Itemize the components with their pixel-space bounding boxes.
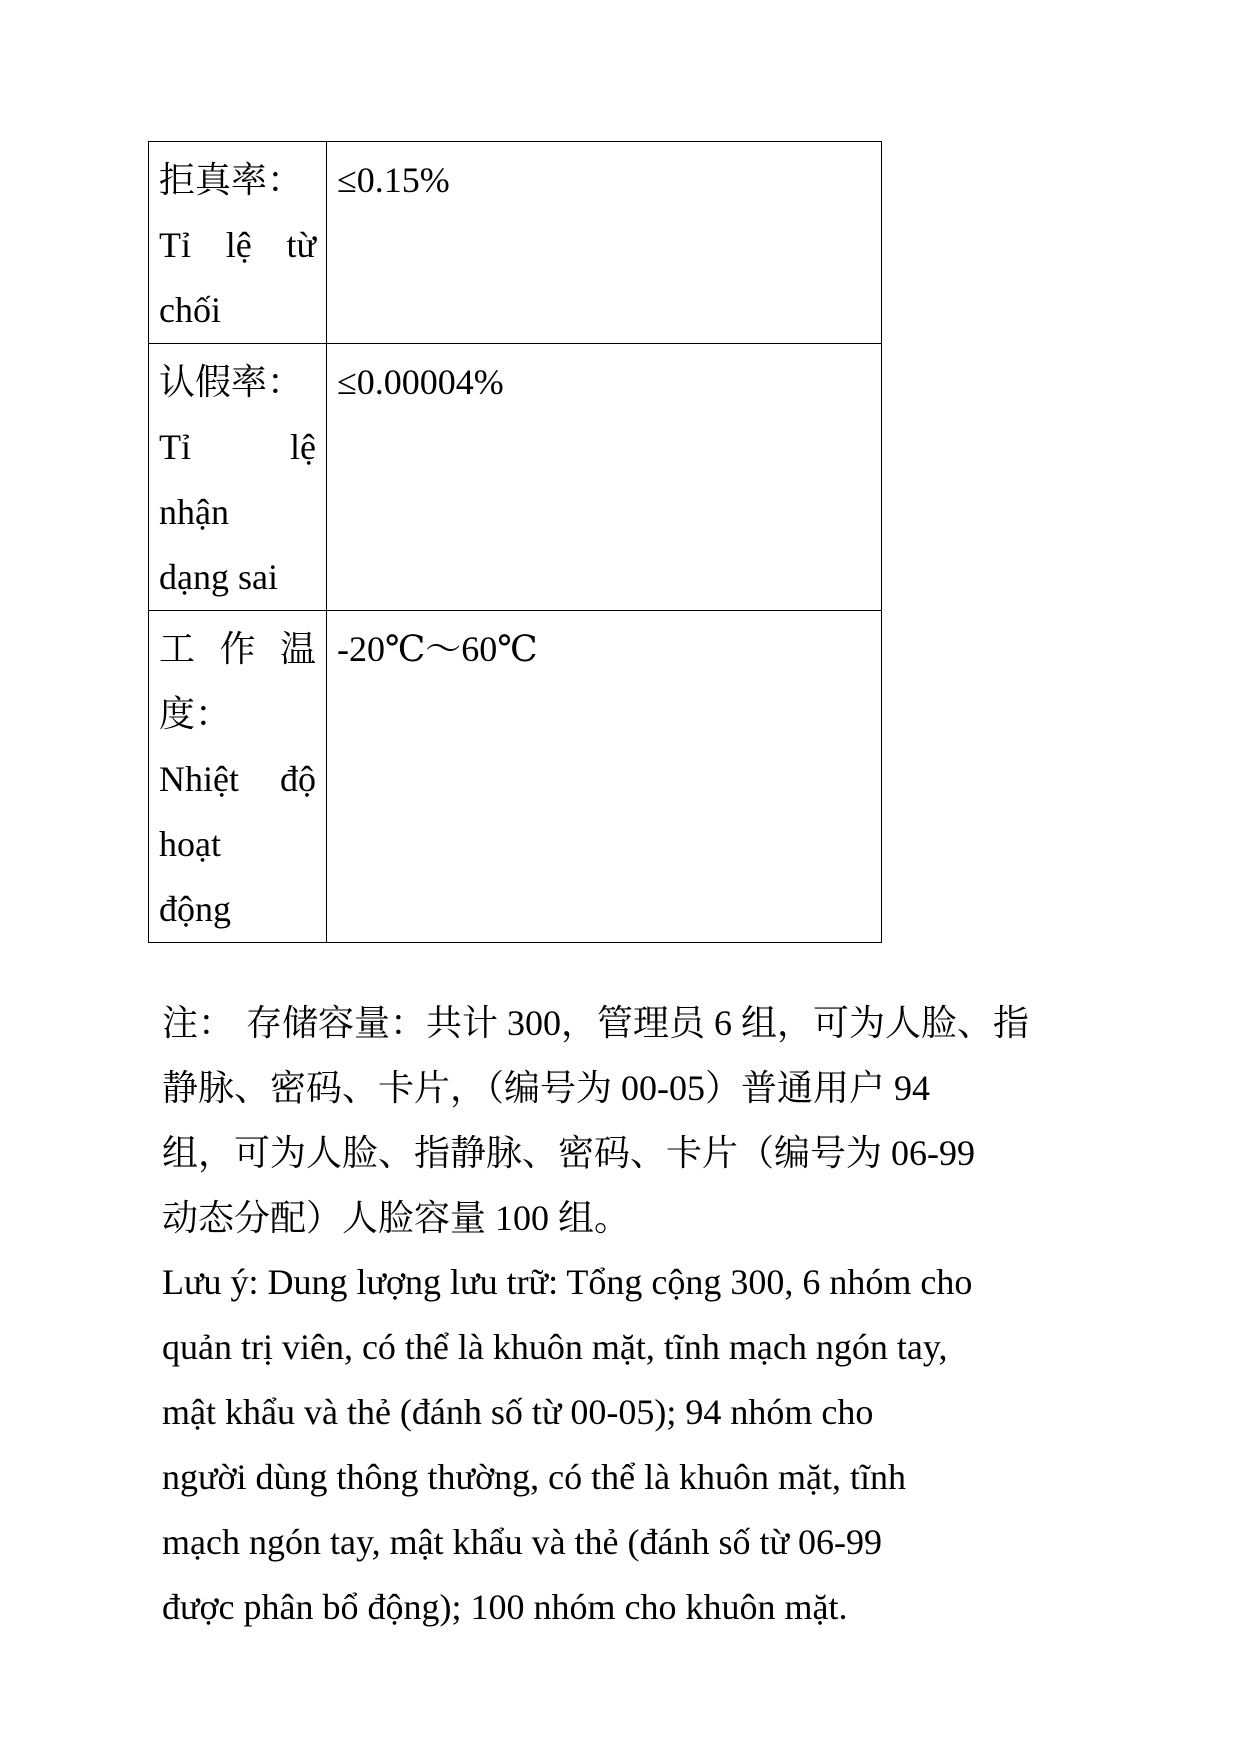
spec-row-false-acceptance-rate [149, 344, 882, 611]
note-chinese [162, 991, 1162, 1251]
spec-value-cell: ≤0.15% [327, 142, 882, 344]
note-line: mạch ngón tay, mật khẩu và thẻ (đánh số từ 06-99 [162, 1522, 882, 1562]
spec-label-line: 认假率： [159, 362, 304, 402]
note-line: mật khẩu và thẻ (đánh số từ 00-05); 94 nhóm cho [162, 1392, 874, 1432]
note-line: quản trị viên, có thể là khuôn mặt, tĩnh mạch ngón tay, [162, 1327, 948, 1367]
spec-value-cell: ≤0.00004% [327, 344, 882, 611]
note-vietnamese-body [162, 1250, 1162, 1640]
spec-label-cell [149, 142, 327, 344]
spec-label-line: dạng sai [159, 557, 278, 597]
spec-label-line: 拒真率： [159, 160, 304, 200]
spec-row-operating-temperature [149, 611, 882, 943]
spec-label-line: chối [159, 290, 221, 330]
note-line: được phân bổ động); 100 nhóm cho khuôn mặt. [162, 1587, 848, 1627]
spec-label-line: 工作温 [159, 629, 316, 669]
spec-label-cell [149, 344, 327, 611]
spec-label-line: 度： [159, 694, 232, 734]
note-prefix: 注： [162, 1003, 235, 1043]
note-line: 动态分配）人脸容量 100 组。 [162, 1198, 631, 1238]
spec-value-cell: -20℃～60℃ [327, 611, 882, 943]
spec-label-line: Tỉ lệ từ [159, 225, 316, 265]
spec-table [148, 141, 882, 943]
spec-label-line: Tỉ lệ [159, 427, 316, 467]
note-line: người dùng thông thường, có thể là khuôn mặt, tĩnh [162, 1457, 907, 1497]
note-line: 静脉、密码、卡片，（编号为 00-05）普通用户 94 [162, 1068, 930, 1108]
note-chinese-body [162, 991, 1162, 1251]
spec-label-line: nhận [159, 492, 229, 532]
note-vietnamese [162, 1250, 1162, 1640]
spec-label-cell [149, 611, 327, 943]
note-line [162, 991, 1162, 1056]
spec-row-false-rejection-rate [149, 142, 882, 344]
note-line: 组，可为人脸、指静脉、密码、卡片（编号为 06-99 [162, 1133, 975, 1173]
note-line: Lưu ý: Dung lượng lưu trữ: Tổng cộng 300, 6 nhóm cho [162, 1262, 973, 1302]
spec-label-line: Nhiệt độ [159, 759, 316, 799]
spec-label-line: động [159, 889, 231, 929]
note-line-text: 存储容量：共计 300，管理员 6 组，可为人脸、指 [246, 1003, 1030, 1043]
spec-label-line: hoạt [159, 824, 221, 864]
